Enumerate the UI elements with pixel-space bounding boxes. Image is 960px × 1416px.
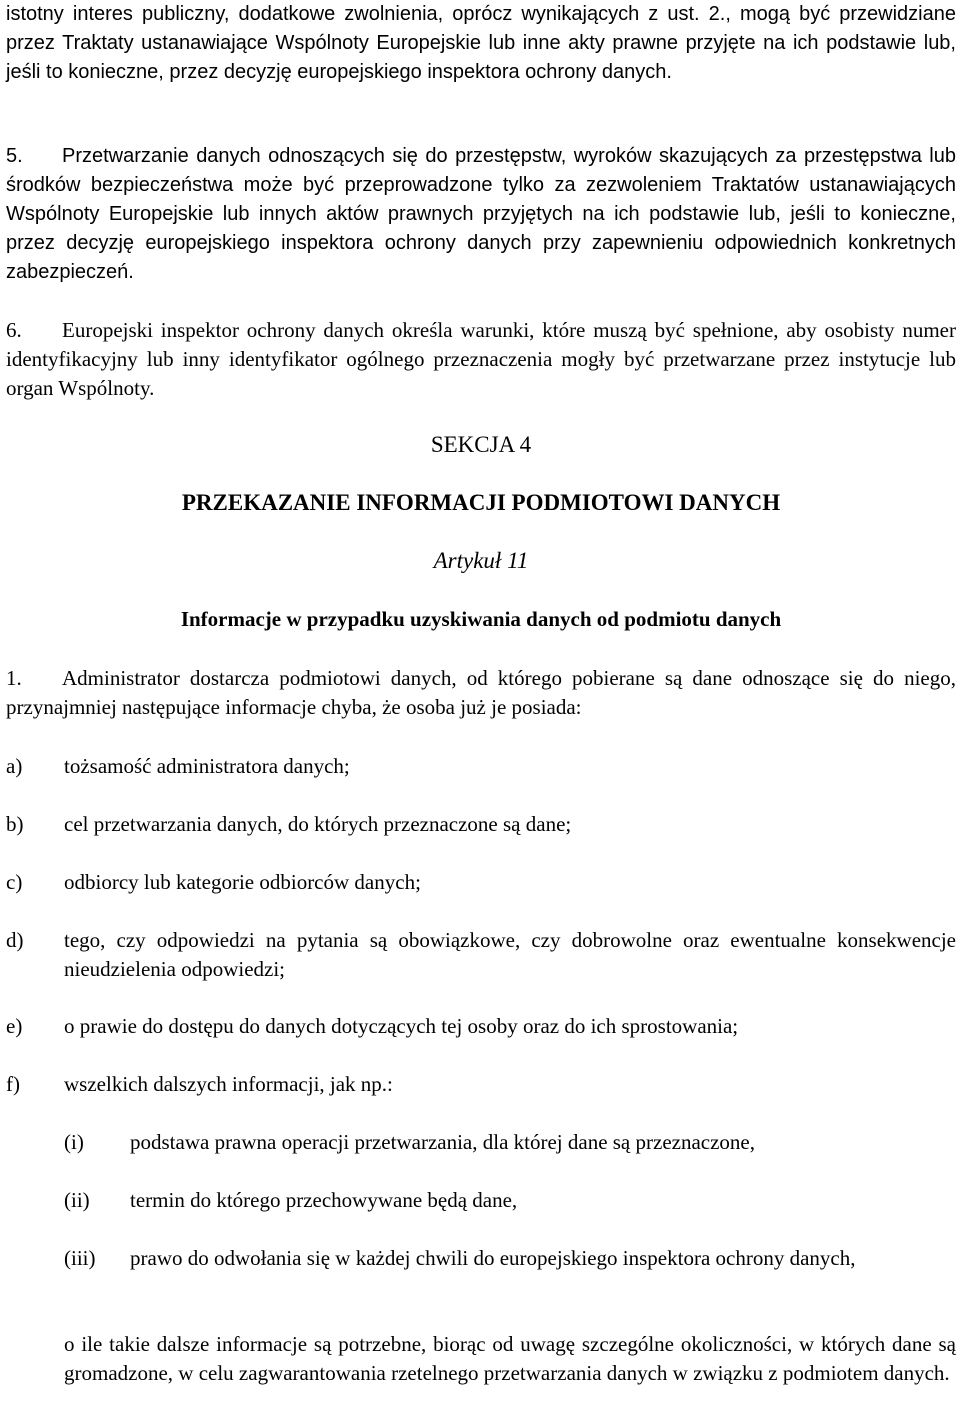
list-item-text: tego, czy odpowiedzi na pytania są obowiązkowe, czy dobrowolne oraz ewentualne konsekwencje nieudzielenia odpowiedzi; [64,928,956,981]
paragraph-text: Przetwarzanie danych odnoszących się do przestępstw, wyroków skazujących za przestępstwa lub środków bezpieczeństwa może być przeprowadzone tylko za zezwoleniem Traktatów ustanawiających Wspólnoty Europejskie lub innych aktów prawnych przyjętych na ich podstawie lub, jeśli to konieczne, przez decyzję europejskiego inspektora ochrony danych przy zapewnieniu odpowiednich konkretnych zabezpieczeń. [6,145,956,283]
paragraph-6 [6,316,956,403]
sub-list-item-text: prawo do odwołania się w każdej chwili do europejskiego inspektora ochrony danych, [130,1246,856,1270]
paragraph-number: 1. [6,666,22,690]
sub-list-item [64,1244,956,1273]
list-item [6,926,956,984]
list-item [6,810,956,839]
list-item-label: e) [6,1014,23,1038]
sub-list-item-text: termin do którego przechowywane będą dane, [130,1188,518,1212]
list-item [6,868,956,897]
section-label: SEKCJA 4 [430,432,532,457]
list-item-text: tożsamość administratora danych; [64,754,350,778]
paragraph-continuation: istotny interes publiczny, dodatkowe zwolnienia, oprócz wynikających z ust. 2., mogą być przewidziane przez Traktaty ustanawiające Wspólnoty Europejskie lub inne akty prawne przyjęte na ich podstawie lub, jeśli to konieczne, przez decyzję europejskiego inspektora ochrony danych. [6,3,956,83]
list-item [6,752,956,781]
sub-list-item [64,1128,956,1157]
list-item-label: d) [6,928,24,952]
list-item-text: o prawie do dostępu do danych dotyczących tej osoby oraz do ich sprostowania; [64,1014,739,1038]
sub-list-item-label: (iii) [64,1246,96,1270]
sub-list-item-label: (ii) [64,1188,90,1212]
article-title: Informacje w przypadku uzyskiwania danych od podmiotu danych [180,607,782,631]
article-label: Artykuł 11 [433,548,529,573]
list-item [6,1070,956,1099]
paragraph-text: Administrator dostarcza podmiotowi danych, od którego pobierane są dane odnoszące się do niego, przynajmniej następujące informacje chyba, że osoba już je posiada: [6,666,956,719]
section-title: PRZEKAZANIE INFORMACJI PODMIOTOWI DANYCH [181,490,781,515]
sub-list-item [64,1186,956,1215]
list-item [6,1012,956,1041]
list-item-label: f) [6,1072,20,1096]
list-item-label: c) [6,870,23,894]
paragraph-closing: o ile takie dalsze informacje są potrzebne, biorąc od uwagę szczególne okoliczności, w których dane są gromadzone, w celu zagwarantowania rzetelnego przetwarzania danych w związku z podmiotem danych. [64,1332,956,1385]
list-item-label: b) [6,812,24,836]
paragraph-number: 5. [6,145,23,167]
list-item-text: wszelkich dalszych informacji, jak np.: [64,1072,393,1096]
sub-list-item-text: podstawa prawna operacji przetwarzania, dla której dane są przeznaczone, [130,1130,755,1154]
paragraph-number: 6. [6,318,22,342]
paragraph-5 [6,142,956,287]
paragraph-text: Europejski inspektor ochrony danych określa warunki, które muszą być spełnione, aby osobisty numer identyfikacyjny lub inny identyfikator ogólnego przeznaczenia mogły być przetwarzane przez instytucje lub organ Wspólnoty. [6,318,956,400]
paragraph-1 [6,664,956,722]
list-item-text: cel przetwarzania danych, do których przeznaczone są dane; [64,812,572,836]
list-item-text: odbiorcy lub kategorie odbiorców danych; [64,870,421,894]
list-item-label: a) [6,754,23,778]
sub-list-item-label: (i) [64,1130,84,1154]
